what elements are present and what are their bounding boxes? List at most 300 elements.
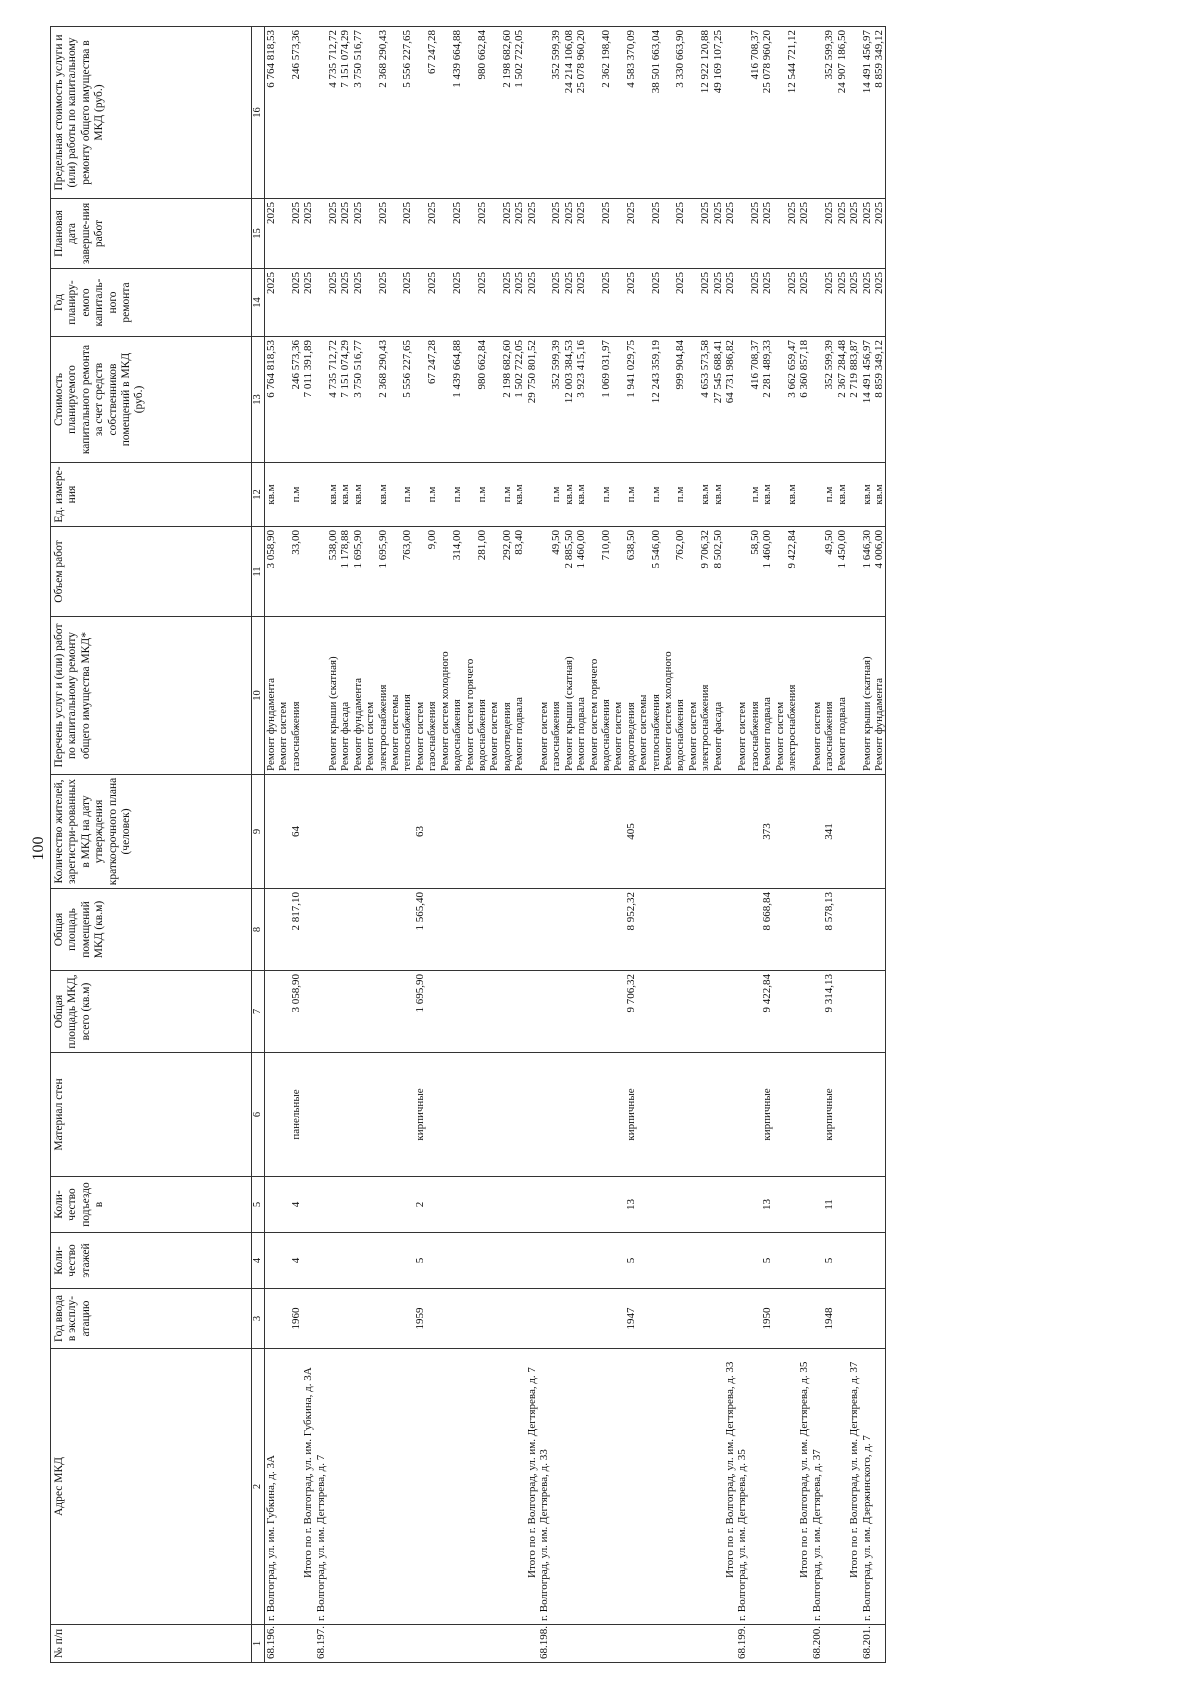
cost-limit-cell: 25 078 960,20 [575,27,587,199]
repair-year-cell: 2025 [798,269,810,337]
column-number-5: 5 [252,1177,265,1233]
work-type-cell: водоснабжения [674,617,686,775]
total-area-cell [439,971,451,1053]
wall-material-cell [699,1053,711,1177]
work-volume-cell [637,527,649,617]
entrances-cell [389,1177,401,1233]
work-volume-cell [774,527,786,617]
column-number-9: 9 [252,775,265,889]
work-type-cell: Ремонт систем холодного [662,617,674,775]
entrances-cell [401,1177,413,1233]
residents-cell [476,775,488,889]
row-number-cell [277,1625,289,1663]
floors-cell [526,1233,538,1289]
completion-date-cell [687,199,699,269]
work-type-cell: электроснабжения [786,617,798,775]
wall-material-cell [774,1053,786,1177]
column-header-13: Стоимость планируемого капитального ремонта за счет средств собственников помещений в МКД (руб.) [51,337,252,463]
total-area-cell [550,971,562,1053]
completion-date-cell: 2025 [873,199,886,269]
work-type-cell: водоснабжения [476,617,488,775]
residents-cell: 373 [761,775,773,889]
work-volume-cell: 1 646,30 [861,527,873,617]
cost-limit-cell: 4 735 712,72 [327,27,339,199]
row-number-cell: 68.198. [538,1625,550,1663]
work-volume-cell: 33,00 [290,527,302,617]
unit-cell: кв.м [327,463,339,527]
planned-cost-cell: 980 662,84 [476,337,488,463]
unit-cell: п.м [625,463,637,527]
work-type-cell: Ремонт подвала [513,617,525,775]
planned-cost-cell [315,337,327,463]
column-header-7: Общая площадь МКД, всего (кв.м) [51,971,252,1053]
wall-material-cell [277,1053,289,1177]
unit-cell: п.м [451,463,463,527]
completion-date-cell [464,199,476,269]
entrances-cell [265,1177,278,1233]
premises-area-cell: 8 668,84 [761,889,773,971]
work-type-cell: Ремонт системы [389,617,401,775]
unit-cell [277,463,289,527]
address-cell [699,1349,711,1625]
entrances-cell [848,1177,860,1233]
premises-area-cell [650,889,662,971]
repair-year-cell [464,269,476,337]
planned-cost-cell [364,337,376,463]
year-built-cell [687,1289,699,1349]
unit-cell: п.м [290,463,302,527]
cost-limit-cell: 25 078 960,20 [761,27,773,199]
entrances-cell [501,1177,513,1233]
address-cell [476,1349,488,1625]
year-built-cell [364,1289,376,1349]
planned-cost-cell: 67 247,28 [426,337,438,463]
floors-cell [339,1233,351,1289]
unit-cell: кв.м [836,463,848,527]
premises-area-cell [550,889,562,971]
address-cell: Итого по г. Волгоград, ул. им. Губкина, д. 3А [302,1349,314,1625]
row-number-cell [451,1625,463,1663]
row-number-cell [774,1625,786,1663]
column-number-10: 10 [252,617,265,775]
completion-date-cell [637,199,649,269]
work-volume-cell: 3 058,90 [265,527,278,617]
year-built-cell [786,1289,798,1349]
floors-cell [749,1233,761,1289]
premises-area-cell [687,889,699,971]
column-header-4: Коли-чество этажей [51,1233,252,1289]
work-type-cell [798,617,810,775]
work-volume-cell [464,527,476,617]
completion-date-cell: 2025 [575,199,587,269]
planned-cost-cell: 3 750 516,77 [352,337,364,463]
entrances-cell [513,1177,525,1233]
residents-cell [736,775,748,889]
repair-year-cell [662,269,674,337]
row-number-cell [526,1625,538,1663]
address-cell [401,1349,413,1625]
work-type-cell: Ремонт систем [364,617,376,775]
premises-area-cell [315,889,327,971]
work-volume-cell [736,527,748,617]
row-number-cell [364,1625,376,1663]
work-type-cell: газоснабжения [749,617,761,775]
work-type-cell [848,617,860,775]
floors-cell [389,1233,401,1289]
planned-cost-cell: 2 281 489,33 [761,337,773,463]
residents-cell [265,775,278,889]
residents-cell [339,775,351,889]
address-cell: г. Волгоград, ул. им. Дегтярева, д. 7 [315,1349,327,1625]
entrances-cell [377,1177,389,1233]
table-row [811,27,823,1663]
floors-cell [265,1233,278,1289]
row-number-cell [501,1625,513,1663]
premises-area-cell [637,889,649,971]
repair-year-cell [414,269,426,337]
entrances-cell [426,1177,438,1233]
unit-cell [811,463,823,527]
completion-date-cell: 2025 [600,199,612,269]
table-row [538,27,550,1663]
planned-cost-cell: 4 735 712,72 [327,337,339,463]
completion-date-cell: 2025 [749,199,761,269]
repair-year-cell: 2025 [302,269,314,337]
residents-cell [798,775,810,889]
repair-year-cell: 2025 [650,269,662,337]
floors-cell [563,1233,575,1289]
work-type-cell: Ремонт систем [774,617,786,775]
repair-year-cell: 2025 [674,269,686,337]
premises-area-cell [774,889,786,971]
unit-cell: п.м [550,463,562,527]
planned-cost-cell: 14 491 456,97 [861,337,873,463]
planned-cost-cell [588,337,600,463]
premises-area-cell [377,889,389,971]
planned-cost-cell [389,337,401,463]
address-cell [451,1349,463,1625]
unit-cell [414,463,426,527]
table-row [861,27,873,1663]
unit-cell: кв.м [575,463,587,527]
row-number-cell [426,1625,438,1663]
work-volume-cell [811,527,823,617]
residents-cell [786,775,798,889]
address-cell [612,1349,624,1625]
premises-area-cell [712,889,724,971]
completion-date-cell: 2025 [674,199,686,269]
completion-date-cell: 2025 [823,199,835,269]
row-number-cell [588,1625,600,1663]
wall-material-cell [650,1053,662,1177]
year-built-cell [873,1289,886,1349]
address-cell [662,1349,674,1625]
column-number-14: 14 [252,269,265,337]
year-built-cell [426,1289,438,1349]
repair-year-cell: 2025 [426,269,438,337]
premises-area-cell [600,889,612,971]
table-row [364,27,376,1663]
work-type-cell: Ремонт подвала [761,617,773,775]
entrances-cell [364,1177,376,1233]
planned-cost-cell: 2 367 284,48 [836,337,848,463]
wall-material-cell [861,1053,873,1177]
work-volume-cell [488,527,500,617]
row-number-cell [339,1625,351,1663]
floors-cell [650,1233,662,1289]
wall-material-cell [476,1053,488,1177]
work-type-cell: Ремонт систем [687,617,699,775]
cost-limit-cell: 352 599,39 [823,27,835,199]
completion-date-cell: 2025 [426,199,438,269]
work-type-cell: Ремонт подвала [836,617,848,775]
wall-material-cell [662,1053,674,1177]
year-built-cell [352,1289,364,1349]
work-volume-cell [302,527,314,617]
premises-area-cell [426,889,438,971]
floors-cell: 5 [414,1233,426,1289]
repair-year-cell: 2025 [873,269,886,337]
column-header-16: Предельная стоимость услуги и (или) работы по капитальному ремонту общего имущества в МКД (руб.) [51,27,252,199]
work-volume-cell [588,527,600,617]
address-cell [290,1349,302,1625]
work-volume-cell: 1 695,90 [377,527,389,617]
year-built-cell [637,1289,649,1349]
completion-date-cell: 2025 [352,199,364,269]
year-built-cell [526,1289,538,1349]
table-row [290,27,302,1663]
total-area-cell [836,971,848,1053]
address-cell [439,1349,451,1625]
unit-cell: кв.м [339,463,351,527]
work-volume-cell: 1 695,90 [352,527,364,617]
premises-area-cell [798,889,810,971]
work-volume-cell: 58,50 [749,527,761,617]
entrances-cell [352,1177,364,1233]
total-area-cell: 9 706,32 [625,971,637,1053]
planned-cost-cell: 2 368 290,43 [377,337,389,463]
address-cell [761,1349,773,1625]
residents-cell [451,775,463,889]
unit-cell [588,463,600,527]
completion-date-cell: 2025 [786,199,798,269]
year-built-cell [451,1289,463,1349]
address-cell: г. Волгоград, ул. им. Дегтярева, д. 37 [811,1349,823,1625]
completion-date-cell: 2025 [265,199,278,269]
year-built-cell [501,1289,513,1349]
table-row [327,27,339,1663]
residents-cell [563,775,575,889]
planned-cost-cell: 12 003 384,53 [563,337,575,463]
row-number-cell [476,1625,488,1663]
premises-area-cell [501,889,513,971]
residents-cell [389,775,401,889]
floors-cell [588,1233,600,1289]
work-volume-cell [538,527,550,617]
floors-cell [873,1233,886,1289]
column-number-3: 3 [252,1289,265,1349]
completion-date-cell: 2025 [699,199,711,269]
wall-material-cell [736,1053,748,1177]
repair-year-cell [774,269,786,337]
residents-cell: 405 [625,775,637,889]
entrances-cell [488,1177,500,1233]
completion-date-cell: 2025 [798,199,810,269]
year-built-cell [377,1289,389,1349]
completion-date-cell [315,199,327,269]
entrances-cell: 2 [414,1177,426,1233]
planned-cost-cell: 1 439 664,88 [451,337,463,463]
row-number-cell [575,1625,587,1663]
repair-year-cell: 2025 [451,269,463,337]
cost-limit-cell: 980 662,84 [476,27,488,199]
wall-material-cell [488,1053,500,1177]
row-number-cell [600,1625,612,1663]
residents-cell [315,775,327,889]
premises-area-cell [389,889,401,971]
completion-date-cell: 2025 [401,199,413,269]
premises-area-cell [612,889,624,971]
work-volume-cell: 710,00 [600,527,612,617]
row-number-cell [625,1625,637,1663]
column-number-11: 11 [252,527,265,617]
floors-cell [687,1233,699,1289]
table-row [786,27,798,1663]
completion-date-cell: 2025 [339,199,351,269]
year-built-cell [277,1289,289,1349]
wall-material-cell [451,1053,463,1177]
repair-year-cell: 2025 [625,269,637,337]
row-number-cell [439,1625,451,1663]
completion-date-cell: 2025 [836,199,848,269]
column-header-3: Год ввода в эксплу-атацию [51,1289,252,1349]
cost-limit-cell: 49 169 107,25 [712,27,724,199]
premises-area-cell [699,889,711,971]
completion-date-cell: 2025 [302,199,314,269]
cost-limit-cell [302,27,314,199]
row-number-cell [464,1625,476,1663]
residents-cell [674,775,686,889]
cost-limit-cell: 3 750 516,77 [352,27,364,199]
entrances-cell: 13 [761,1177,773,1233]
year-built-cell [662,1289,674,1349]
cost-limit-cell: 1 439 664,88 [451,27,463,199]
completion-date-cell: 2025 [501,199,513,269]
total-area-cell [650,971,662,1053]
work-volume-cell: 2 885,50 [563,527,575,617]
column-number-7: 7 [252,971,265,1053]
work-type-cell: водоснабжения [451,617,463,775]
unit-cell: п.м [749,463,761,527]
year-built-cell [315,1289,327,1349]
cost-limit-cell [774,27,786,199]
entrances-cell [861,1177,873,1233]
cost-limit-cell [848,27,860,199]
repair-year-cell: 2025 [526,269,538,337]
wall-material-cell [600,1053,612,1177]
cost-limit-cell: 352 599,39 [550,27,562,199]
entrances-cell [798,1177,810,1233]
unit-cell: п.м [501,463,513,527]
floors-cell: 5 [761,1233,773,1289]
column-number-1: 1 [252,1625,265,1663]
completion-date-cell [538,199,550,269]
table-row [426,27,438,1663]
cost-limit-cell: 12 544 721,12 [786,27,798,199]
entrances-cell [476,1177,488,1233]
completion-date-cell: 2025 [513,199,525,269]
premises-area-cell: 2 817,10 [290,889,302,971]
premises-area-cell [451,889,463,971]
address-cell [426,1349,438,1625]
total-area-cell [687,971,699,1053]
cost-limit-cell: 38 501 663,04 [650,27,662,199]
work-volume-cell: 8 502,50 [712,527,724,617]
work-type-cell: газоснабжения [290,617,302,775]
repair-year-cell: 2025 [476,269,488,337]
address-cell [488,1349,500,1625]
column-number-2: 2 [252,1349,265,1625]
cost-limit-cell [389,27,401,199]
unit-cell [526,463,538,527]
premises-area-cell [674,889,686,971]
row-number-cell [563,1625,575,1663]
row-number-cell [550,1625,562,1663]
wall-material-cell: кирпичные [761,1053,773,1177]
completion-date-cell: 2025 [625,199,637,269]
year-built-cell [674,1289,686,1349]
floors-cell [774,1233,786,1289]
year-built-cell [575,1289,587,1349]
planned-cost-cell: 1 941 029,75 [625,337,637,463]
total-area-cell [811,971,823,1053]
floors-cell: 4 [290,1233,302,1289]
planned-cost-cell [637,337,649,463]
column-header-5: Коли-чество подъездо в [51,1177,252,1233]
unit-cell [662,463,674,527]
table-row [724,27,736,1663]
total-area-cell [488,971,500,1053]
work-volume-cell: 538,00 [327,527,339,617]
table-row [749,27,761,1663]
work-type-cell [302,617,314,775]
table-row [736,27,748,1663]
repair-year-cell: 2025 [352,269,364,337]
floors-cell [426,1233,438,1289]
wall-material-cell [612,1053,624,1177]
repair-year-cell: 2025 [290,269,302,337]
work-volume-cell [612,527,624,617]
year-built-cell: 1947 [625,1289,637,1349]
premises-area-cell [364,889,376,971]
entrances-cell [811,1177,823,1233]
residents-cell [377,775,389,889]
row-number-cell [352,1625,364,1663]
address-cell [712,1349,724,1625]
address-cell [513,1349,525,1625]
floors-cell [600,1233,612,1289]
total-area-cell [724,971,736,1053]
planned-cost-cell [488,337,500,463]
entrances-cell: 11 [823,1177,835,1233]
year-built-cell [302,1289,314,1349]
unit-cell: кв.м [352,463,364,527]
residents-cell [612,775,624,889]
year-built-cell [550,1289,562,1349]
table-row [625,27,637,1663]
entrances-cell [724,1177,736,1233]
address-cell [637,1349,649,1625]
